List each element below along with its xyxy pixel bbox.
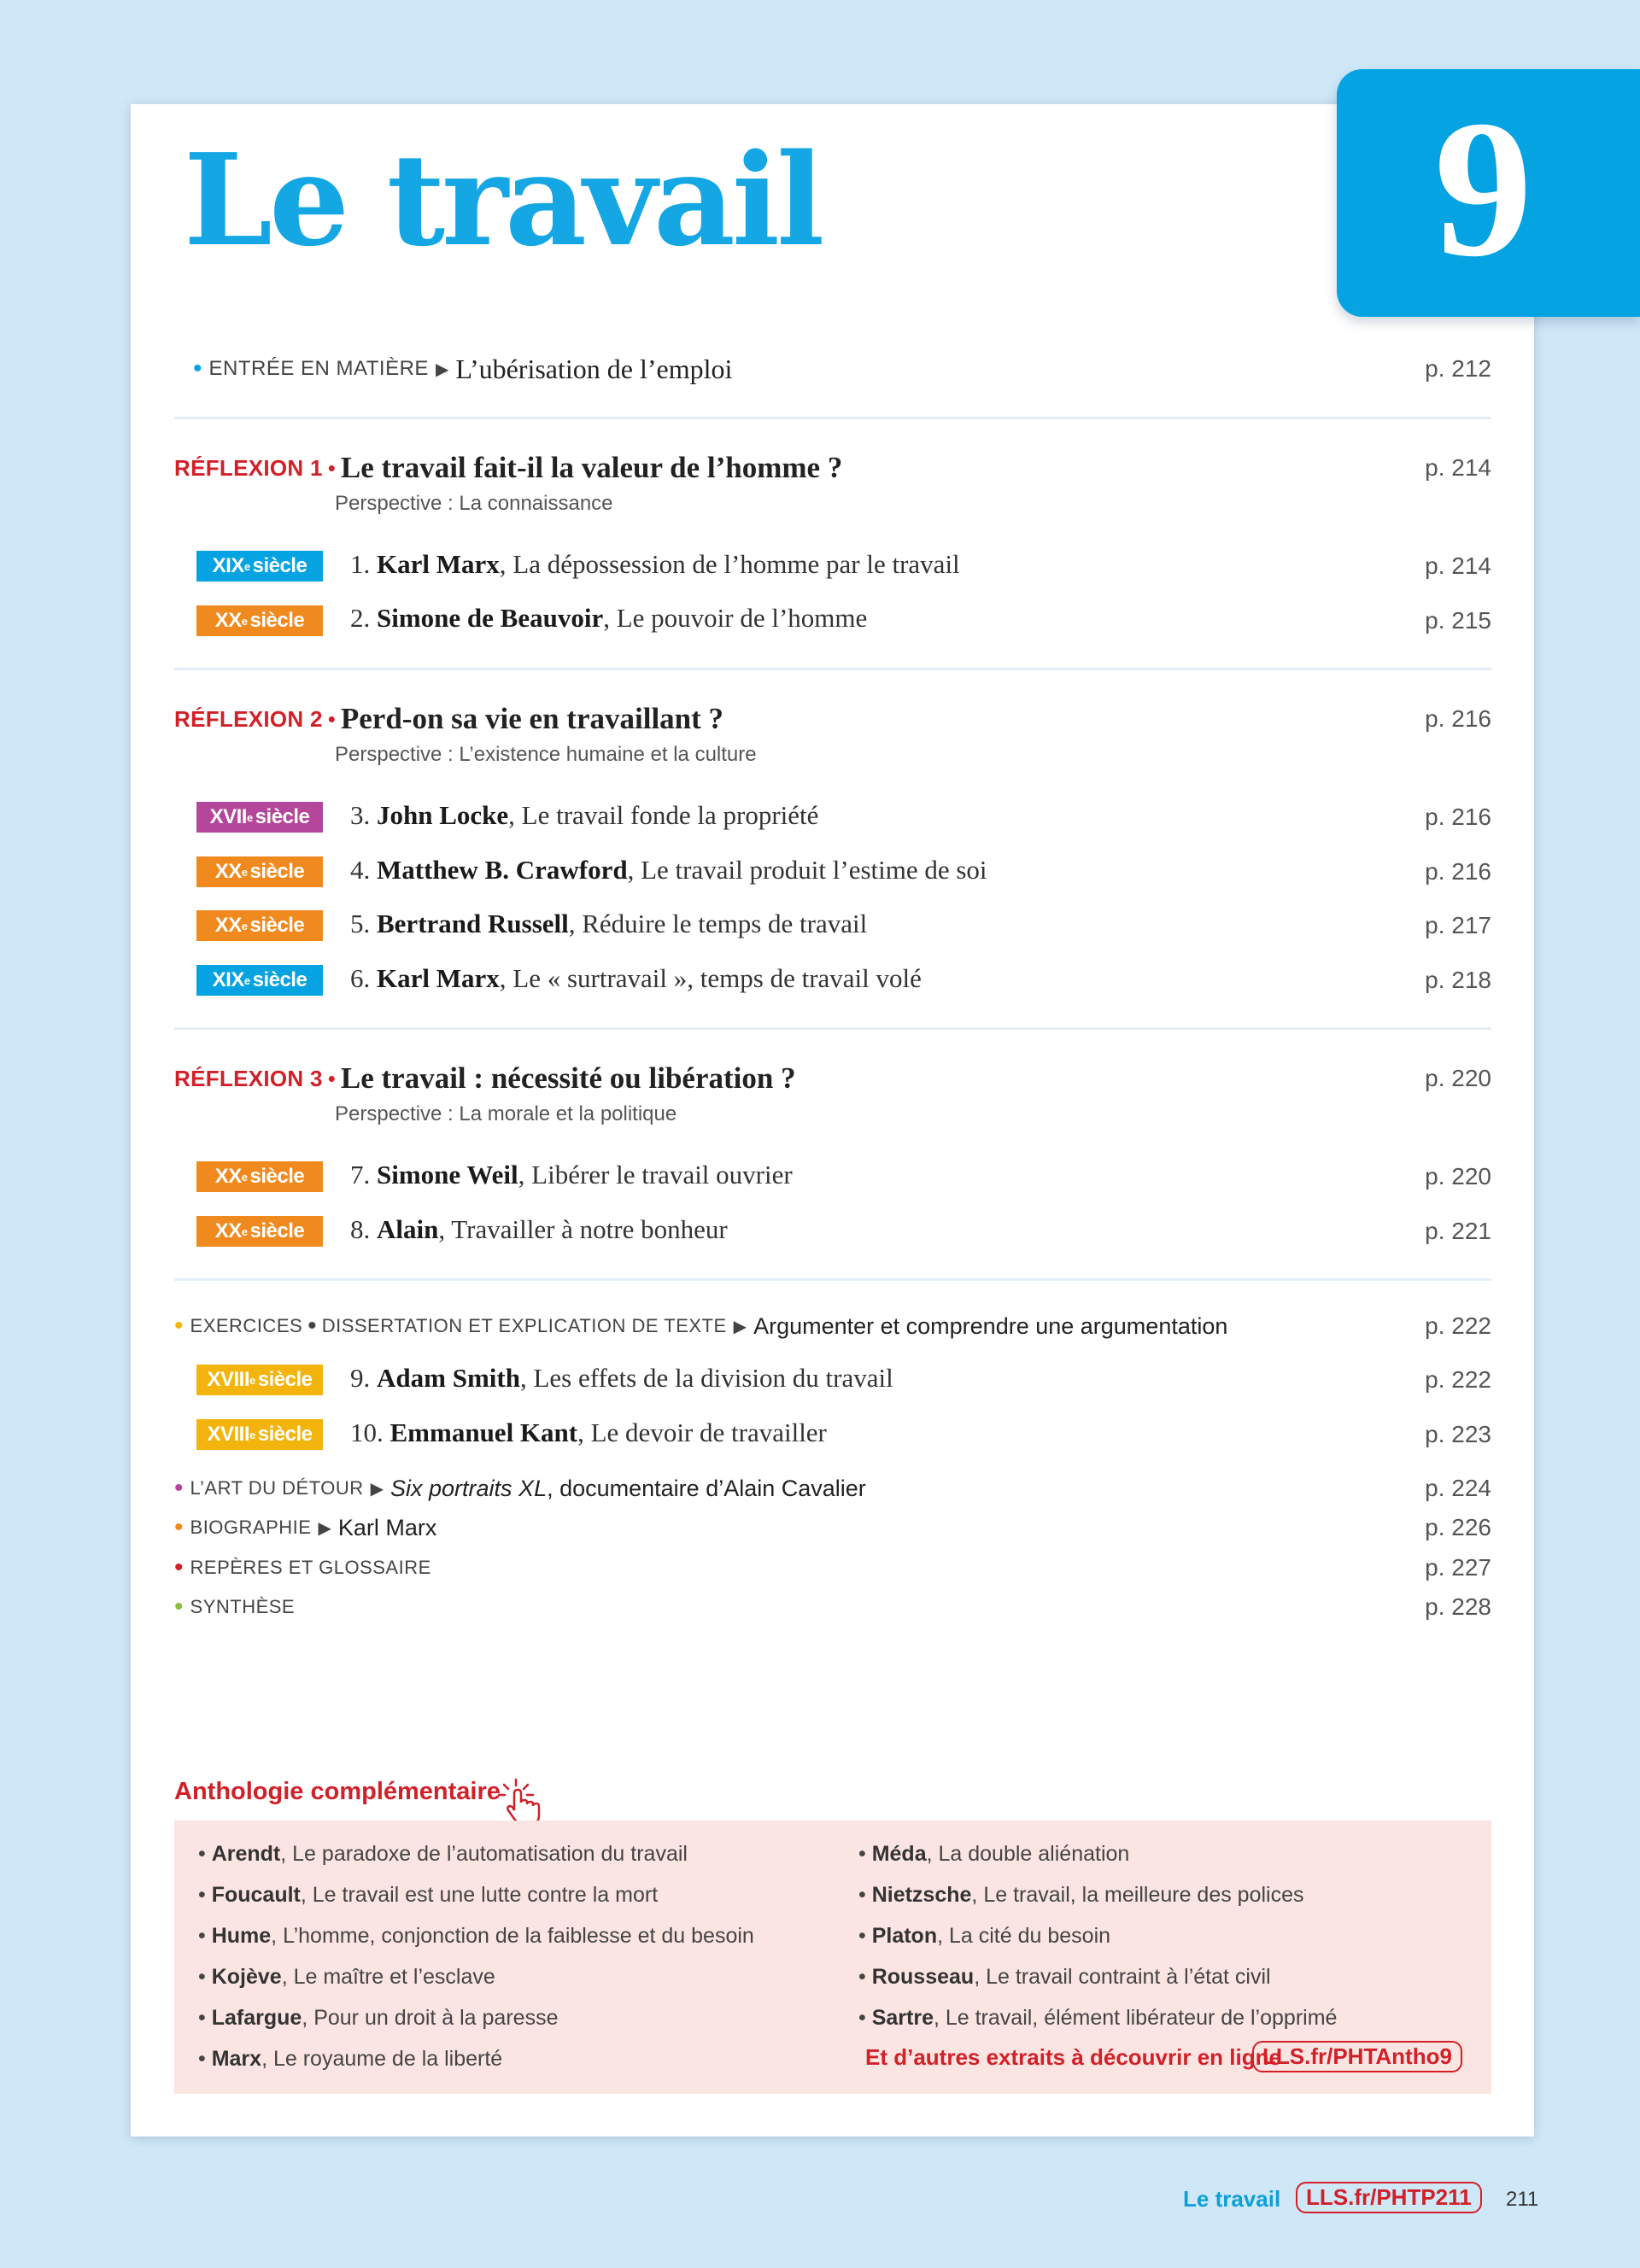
bullet-icon: • [174, 1312, 184, 1340]
exercises-entry[interactable] [174, 1305, 1491, 1347]
page-ref: p. 220 [1425, 1163, 1491, 1190]
exercises-label: EXERCICES [190, 1315, 303, 1336]
anthology-link[interactable]: LLS.fr/PHTAntho9 [1252, 2041, 1462, 2072]
footer-chapter-label: Le travail [1183, 2186, 1281, 2212]
page-ref: p. 228 [1425, 1593, 1491, 1620]
text-entry[interactable]: 8. Alain, Travailler à notre bonheur [350, 1214, 728, 1244]
bullet-icon: • [327, 1065, 336, 1091]
reflexion-3-header[interactable] [174, 1057, 1491, 1100]
reflexion-label: RÉFLEXION 3 [174, 1065, 323, 1091]
anthology-more-text: Et d’autres extraits à découvrir en ligne [865, 2044, 1281, 2070]
century-tag: XIX e siècle [196, 965, 323, 996]
anthology-item[interactable]: • Arendt, Le paradoxe de l’automatisation du travail [198, 1842, 688, 1866]
chapter-title: Le travail [184, 126, 822, 274]
anthology-item[interactable]: • Foucault, Le travail est une lutte contre la mort [198, 1883, 659, 1907]
text-entry[interactable]: 10. Emmanuel Kant, Le devoir de travailler [350, 1418, 827, 1447]
page-ref: p. 218 [1425, 967, 1491, 993]
extra-label: L’ART DU DÉTOUR [190, 1477, 364, 1499]
arrow-right-icon: ▶ [370, 1479, 384, 1499]
century-tag: XX e siècle [196, 605, 323, 636]
reflexion-perspective: Perspective : La morale et la politique [335, 1102, 677, 1125]
page-ref: p. 226 [1425, 1514, 1491, 1540]
bullet-icon: • [174, 1553, 184, 1581]
century-tag: XX e siècle [196, 856, 323, 887]
anthology-item[interactable]: • Méda, La double aliénation [858, 1842, 1130, 1866]
anthology-item[interactable]: • Marx, Le royaume de la liberté [198, 2047, 503, 2071]
anthology-item[interactable]: • Sartre, Le travail, élément libérateur de l’opprimé [858, 2006, 1338, 2030]
page-ref: p. 222 [1425, 1366, 1491, 1393]
divider [174, 417, 1491, 419]
text-entry[interactable]: 4. Matthew B. Crawford, Le travail produit l’estime de soi [350, 855, 987, 885]
reflexion-perspective: Perspective : L’existence humaine et la culture [335, 743, 757, 766]
reflexion-title: Le travail : nécessité ou libération ? [340, 1061, 796, 1095]
arrow-right-icon: ▶ [318, 1518, 331, 1538]
reflexion-1-header[interactable] [174, 447, 1491, 489]
page-ref: p. 224 [1425, 1475, 1491, 1501]
bullet-icon: • [308, 1312, 317, 1340]
intro-label: ENTRÉE EN MATIÈRE [208, 357, 429, 380]
page-number: 211 [1506, 2188, 1539, 2211]
extra-label: SYNTHÈSE [190, 1596, 296, 1617]
reflexion-perspective: Perspective : La connaissance [335, 492, 613, 515]
century-tag: XX e siècle [196, 1216, 323, 1247]
century-tag: XVII e siècle [196, 802, 323, 833]
page-ref: p. 214 [1425, 552, 1491, 579]
intro-entry[interactable] [174, 348, 1491, 390]
page-ref: p. 222 [1425, 1312, 1491, 1339]
pointing-hand-icon[interactable] [495, 1776, 547, 1827]
extra-biographie[interactable] [174, 1506, 1491, 1549]
century-tag: XX e siècle [196, 1161, 323, 1192]
extra-text: , documentaire d’Alain Cavalier [547, 1475, 866, 1501]
divider [174, 668, 1491, 670]
text-entry[interactable]: 5. Bertrand Russell, Réduire le temps de travail [350, 909, 868, 938]
page-ref: p. 215 [1425, 607, 1491, 634]
text-entry[interactable]: 2. Simone de Beauvoir, Le pouvoir de l’homme [350, 603, 868, 633]
bullet-icon: • [174, 1593, 184, 1621]
reflexion-label: RÉFLEXION 1 [174, 454, 323, 481]
anthology-item[interactable]: • Rousseau, Le travail contraint à l’état civil [858, 1965, 1271, 1989]
page-ref: p. 220 [1425, 1065, 1491, 1091]
extra-label: BIOGRAPHIE [190, 1517, 312, 1538]
footer-link[interactable]: LLS.fr/PHTP211 [1296, 2182, 1482, 2213]
bullet-icon: • [193, 354, 202, 383]
bullet-icon: • [327, 454, 336, 481]
century-tag: XVIII e siècle [196, 1419, 323, 1450]
bullet-icon: • [174, 1513, 184, 1541]
text-entry[interactable]: 7. Simone Weil, Libérer le travail ouvrier [350, 1160, 793, 1190]
page-ref: p. 217 [1425, 912, 1491, 938]
page-ref: p. 216 [1425, 804, 1491, 830]
century-tag: XX e siècle [196, 910, 323, 941]
reflexion-2-header[interactable] [174, 698, 1491, 740]
extra-art-detour[interactable] [174, 1467, 1491, 1510]
anthology-item[interactable]: • Platon, La cité du besoin [858, 1924, 1111, 1948]
page-ref: p. 221 [1425, 1218, 1491, 1244]
page-ref: p. 227 [1425, 1554, 1491, 1581]
page-ref: p. 223 [1425, 1421, 1491, 1447]
page-ref: p. 212 [1425, 355, 1491, 382]
reflexion-title: Le travail fait-il la valeur de l’homme ? [340, 451, 843, 484]
page-ref: p. 216 [1425, 858, 1491, 885]
page-ref: p. 214 [1425, 454, 1491, 481]
anthology-title: Anthologie complémentaire [174, 1778, 501, 1805]
arrow-right-icon: ▶ [435, 359, 449, 379]
anthology-item[interactable]: • Lafargue, Pour un droit à la paresse [198, 2006, 559, 2030]
text-entry[interactable]: 6. Karl Marx, Le « surtravail », temps de travail volé [350, 963, 922, 993]
text-entry[interactable]: 3. John Locke, Le travail fonde la propriété [350, 800, 819, 830]
bullet-icon: • [174, 1474, 184, 1502]
extra-label: REPÈRES ET GLOSSAIRE [190, 1557, 431, 1578]
reflexion-label: RÉFLEXION 2 [174, 705, 323, 732]
anthology-item[interactable]: • Nietzsche, Le travail, la meilleure des polices [858, 1883, 1304, 1907]
intro-text: L’ubérisation de l’emploi [455, 353, 733, 384]
divider [174, 1027, 1491, 1030]
extra-text: Karl Marx [337, 1514, 437, 1540]
exercises-sublabel: DISSERTATION ET EXPLICATION DE TEXTE [321, 1315, 727, 1336]
exercises-text: Argumenter et comprendre une argumentation [753, 1312, 1228, 1339]
divider [174, 1278, 1491, 1281]
extra-reperes[interactable] [174, 1546, 1491, 1589]
anthology-item[interactable]: • Kojève, Le maître et l’esclave [198, 1965, 495, 1989]
extra-synthese[interactable] [174, 1586, 1491, 1628]
reflexion-title: Perd-on sa vie en travaillant ? [340, 702, 724, 735]
century-tag: XIX e siècle [196, 551, 323, 582]
bullet-icon: • [327, 705, 336, 732]
anthology-item[interactable]: • Hume, L’homme, conjonction de la faiblesse et du besoin [198, 1924, 754, 1948]
arrow-right-icon: ▶ [733, 1317, 747, 1336]
chapter-number-badge: 9 [1337, 69, 1640, 317]
century-tag: XVIII e siècle [196, 1365, 323, 1395]
text-entry[interactable]: 9. Adam Smith, Les effets de la division du travail [350, 1363, 893, 1393]
text-entry[interactable]: 1. Karl Marx, La dépossession de l’homme par le travail [350, 549, 960, 579]
page-ref: p. 216 [1425, 705, 1491, 732]
extra-italic: Six portraits XL [390, 1475, 548, 1501]
